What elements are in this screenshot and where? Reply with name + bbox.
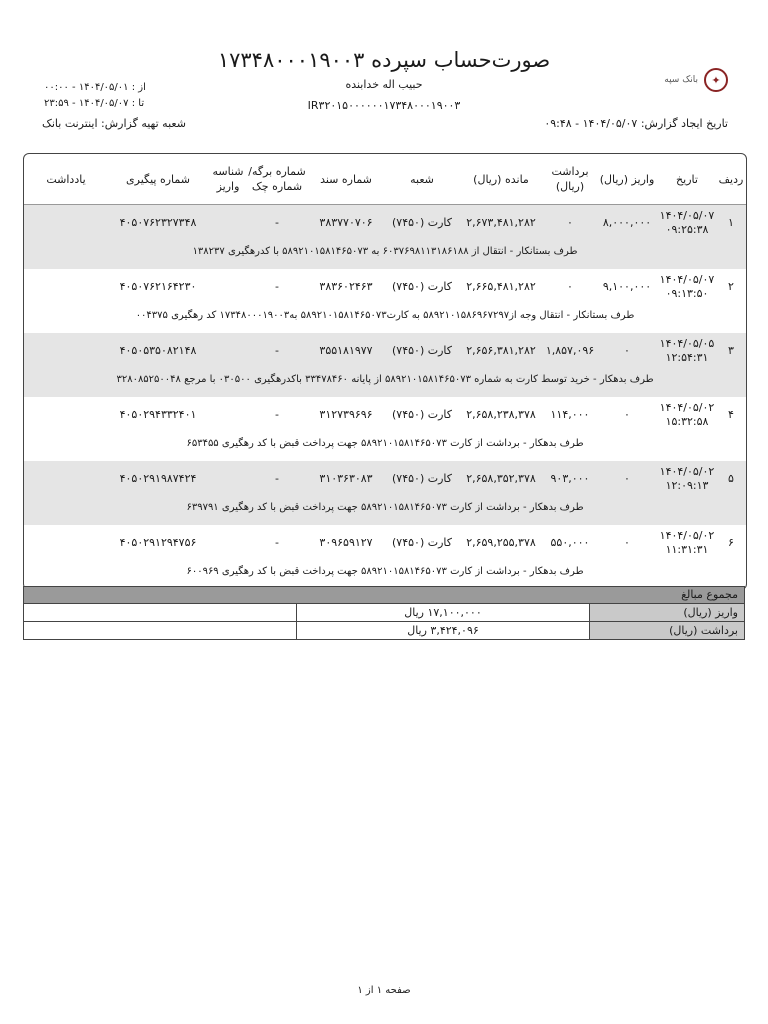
row-check-number: - <box>275 536 279 549</box>
row-deposit: ۸,۰۰۰,۰۰۰ <box>602 216 652 229</box>
row-deposit: ۹,۱۰۰,۰۰۰ <box>602 280 652 293</box>
row-description: طرف بستانکار - انتقال وجه از۵۸۹۲۱۰۱۵۸۶۹۶۷۲۹۷ به کارت۵۸۹۲۱۰۱۵۸۱۴۶۵۰۷۳ به۱۷۳۴۸۰۰۰۱۹۰۰۳ کد رهگیری ۰۰۴۳۷۵ <box>135 310 635 321</box>
row-deposit: ۰ <box>624 536 630 549</box>
created-label: تاریخ ایجاد گزارش: <box>640 117 728 130</box>
row-branch: کارت (۷۴۵۰) <box>392 280 452 293</box>
page-number: صفحه ۱ از ۱ <box>357 985 411 996</box>
to-label: تا : <box>131 98 145 109</box>
row-withdraw: ۵۵۰,۰۰۰ <box>550 536 590 549</box>
row-withdraw: ۱۱۴,۰۰۰ <box>550 408 590 421</box>
transactions-table <box>23 153 747 590</box>
row-balance: ۲,۶۶۵,۴۸۱,۲۸۲ <box>466 280 536 293</box>
header-branch: شعبه <box>410 172 434 186</box>
row-branch: کارت (۷۴۵۰) <box>392 408 452 421</box>
row-date: ۱۴۰۴/۰۵/۰۲ <box>659 465 715 478</box>
table-header <box>24 154 746 205</box>
bank-name: بانک سپه <box>664 75 698 85</box>
row-description: طرف بدهکار - برداشت از کارت ۵۸۹۲۱۰۱۵۸۱۴۶۵۰۷۳ جهت پرداخت قبض با کد رهگیری ۶۰۰۹۶۹ <box>186 566 584 577</box>
row-doc-number: ۳۸۳۷۷۰۷۰۶ <box>319 216 373 229</box>
row-balance: ۲,۶۵۹,۲۵۵,۳۷۸ <box>466 536 536 549</box>
row-tracking-number: ۴۰۵۰۲۹۱۹۸۷۴۲۴ <box>119 472 197 485</box>
row-balance: ۲,۶۵۸,۳۵۲,۳۷۸ <box>466 472 536 485</box>
row-check-number: - <box>275 344 279 357</box>
row-datetime <box>658 529 716 557</box>
row-idx: ۱ <box>728 216 734 229</box>
row-idx: ۴ <box>728 408 734 421</box>
row-withdraw: ۰ <box>567 280 573 293</box>
row-date: ۱۴۰۴/۰۵/۰۷ <box>659 209 715 222</box>
row-time: ۱۵:۳۲:۵۸ <box>665 415 709 428</box>
row-description: طرف بدهکار - برداشت از کارت ۵۸۹۲۱۰۱۵۸۱۴۶۵۰۷۳ جهت پرداخت قبض با کد رهگیری ۶۳۹۷۹۱ <box>186 502 584 513</box>
table-row <box>24 333 746 397</box>
header-note: یادداشت <box>46 172 86 186</box>
from-value: ۱۴۰۴/۰۵/۰۱ - ۰۰:۰۰ <box>44 82 129 93</box>
row-time: ۰۹:۲۵:۳۸ <box>665 223 709 236</box>
row-description: طرف بدهکار - خرید توسط کارت به شماره ۵۸۹۲۱۰۱۵۸۱۴۶۵۰۷۳ از پایانه ۳۳۴۷۸۴۶۰ باکدرهگیری ۰۳۰۵۰۰ با مرجع ۳۲۸۰۸۵۲۵۰۰۴۸ <box>116 374 654 385</box>
report-created <box>544 117 728 130</box>
row-withdraw: ۹۰۳,۰۰۰ <box>550 472 590 485</box>
row-tracking-number: ۴۰۵۰۷۶۲۳۲۷۳۴۸ <box>119 216 197 229</box>
table-row <box>24 397 746 461</box>
row-doc-number: ۳۵۵۱۸۱۹۷۷ <box>319 344 373 357</box>
totals-withdraw-value: ۳,۴۲۴,۰۹۶ ریال <box>296 622 589 639</box>
row-time: ۱۲:۵۴:۳۱ <box>665 351 709 364</box>
totals-deposit-row <box>23 604 745 622</box>
row-check-number: - <box>275 216 279 229</box>
row-time: ۱۲:۰۹:۱۳ <box>665 479 709 492</box>
row-tracking-number: ۴۰۵۰۷۶۲۱۶۴۲۳۰ <box>119 280 197 293</box>
created-value: ۱۴۰۴/۰۵/۰۷ - ۰۹:۴۸ <box>544 117 638 130</box>
statement-title: صورت‌حساب سپرده ۱۷۳۴۸۰۰۰۱۹۰۰۳ <box>217 48 551 72</box>
row-date: ۱۴۰۴/۰۵/۰۷ <box>659 273 715 286</box>
row-idx: ۶ <box>728 536 734 549</box>
totals-withdraw-label: برداشت (ریال) <box>589 622 744 639</box>
row-tracking-number: ۴۰۵۰۲۹۴۳۳۲۴۰۱ <box>119 408 197 421</box>
totals-table <box>23 586 745 640</box>
row-tracking-number: ۴۰۵۰۲۹۱۲۹۴۷۵۶ <box>119 536 197 549</box>
row-withdraw: ۰ <box>567 216 573 229</box>
row-time: ۱۱:۳۱:۳۱ <box>665 543 709 556</box>
header-tracking-number: شماره پیگیری <box>126 172 190 186</box>
row-datetime <box>658 337 716 365</box>
bank-logo <box>664 68 728 92</box>
row-time: ۰۹:۱۳:۵۰ <box>665 287 709 300</box>
totals-deposit-spacer <box>24 604 296 621</box>
row-check-number: - <box>275 472 279 485</box>
report-branch <box>42 117 186 130</box>
table-row <box>24 205 746 269</box>
row-description: طرف بستانکار - انتقال از ۶۰۳۷۶۹۸۱۱۳۱۸۶۱۸۸ به ۵۸۹۲۱۰۱۵۸۱۴۶۵۰۷۳ با کدرهگیری ۱۳۸۲۳۷ <box>192 246 578 257</box>
totals-withdraw-spacer <box>24 622 296 639</box>
row-check-number: - <box>275 280 279 293</box>
row-idx: ۵ <box>728 472 734 485</box>
row-datetime <box>658 401 716 429</box>
row-idx: ۳ <box>728 344 734 357</box>
to-value: ۱۴۰۴/۰۵/۰۷ - ۲۳:۵۹ <box>44 98 129 109</box>
row-doc-number: ۳۰۹۶۵۹۱۲۷ <box>319 536 373 549</box>
row-description: طرف بدهکار - برداشت از کارت ۵۸۹۲۱۰۱۵۸۱۴۶۵۰۷۳ جهت پرداخت قبض با کد رهگیری ۶۵۳۴۵۵ <box>186 438 584 449</box>
table-row <box>24 461 746 525</box>
header-idx: ردیف <box>718 172 744 186</box>
iban-number: IR۳۲۰۱۵۰۰۰۰۰۰۱۷۳۴۸۰۰۰۱۹۰۰۳ <box>307 99 461 112</box>
date-range-to <box>44 98 144 109</box>
row-check-number: - <box>275 408 279 421</box>
row-withdraw: ۱,۸۵۷,۰۹۶ <box>545 344 595 357</box>
row-balance: ۲,۶۵۸,۲۳۸,۳۷۸ <box>466 408 536 421</box>
row-datetime <box>658 273 716 301</box>
row-datetime <box>658 209 716 237</box>
row-branch: کارت (۷۴۵۰) <box>392 216 452 229</box>
row-date: ۱۴۰۴/۰۵/۰۲ <box>659 401 715 414</box>
date-range-from <box>44 82 146 93</box>
totals-deposit-label: واریز (ریال) <box>589 604 744 621</box>
row-balance: ۲,۶۷۳,۴۸۱,۲۸۲ <box>466 216 536 229</box>
header-check-number: شماره برگه/شماره چک <box>248 165 306 193</box>
totals-deposit-value: ۱۷,۱۰۰,۰۰۰ ریال <box>296 604 589 621</box>
row-datetime <box>658 465 716 493</box>
row-branch: کارت (۷۴۵۰) <box>392 536 452 549</box>
header-date: تاریخ <box>676 172 698 186</box>
table-row <box>24 269 746 333</box>
row-doc-number: ۳۱۰۳۶۳۰۸۳ <box>319 472 373 485</box>
totals-heading: مجموع مبالغ <box>23 586 745 604</box>
header-deposit: واریز (ریال) <box>599 172 655 186</box>
table-row <box>24 525 746 589</box>
row-doc-number: ۳۸۳۶۰۲۴۶۳ <box>319 280 373 293</box>
bank-emblem-icon: ✦ <box>704 68 728 92</box>
row-branch: کارت (۷۴۵۰) <box>392 472 452 485</box>
account-holder-name: حبیب اله خدابنده <box>345 78 423 91</box>
row-balance: ۲,۶۵۶,۳۸۱,۲۸۲ <box>466 344 536 357</box>
row-tracking-number: ۴۰۵۰۵۳۵۰۸۲۱۴۸ <box>119 344 197 357</box>
header-deposit-id: شناسه واریز <box>212 165 244 193</box>
row-date: ۱۴۰۴/۰۵/۰۲ <box>659 529 715 542</box>
branch-label: شعبه تهیه گزارش: <box>101 117 186 130</box>
row-deposit: ۰ <box>624 344 630 357</box>
row-idx: ۲ <box>728 280 734 293</box>
row-deposit: ۰ <box>624 408 630 421</box>
row-doc-number: ۳۱۲۷۳۹۶۹۶ <box>319 408 373 421</box>
branch-value: اینترنت بانک <box>42 117 98 130</box>
totals-withdraw-row <box>23 622 745 640</box>
row-branch: کارت (۷۴۵۰) <box>392 344 452 357</box>
row-date: ۱۴۰۴/۰۵/۰۵ <box>659 337 715 350</box>
header-balance: مانده (ریال) <box>473 172 529 186</box>
from-label: از : <box>131 82 146 93</box>
header-doc-number: شماره سند <box>320 172 372 186</box>
header-withdraw: برداشت (ریال) <box>551 165 589 193</box>
row-deposit: ۰ <box>624 472 630 485</box>
